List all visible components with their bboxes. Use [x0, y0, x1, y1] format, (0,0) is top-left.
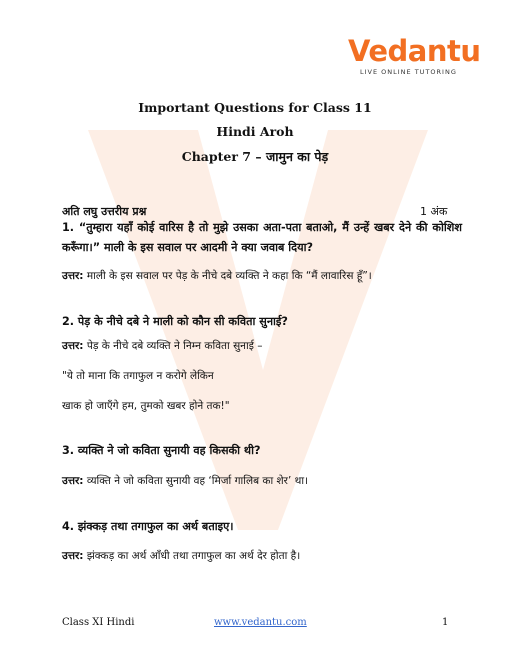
- doc-chapter: Chapter 7 – जामुन का पेड़: [181, 149, 329, 164]
- footer-website-link[interactable]: www.vedantu.com: [214, 617, 307, 628]
- answer-1: [62, 268, 462, 284]
- answer-text: झंक्कड़ का अर्थ आँधी तथा तगाफुल का अर्थ देर होता है।: [86, 550, 301, 562]
- answer-text: पेड़ के नीचे दबे व्यक्ति ने निम्न कविता सुनाई –: [86, 340, 263, 352]
- vedantu-logo: [348, 34, 481, 76]
- answer-label: उत्तर:: [62, 550, 84, 562]
- logo-wordmark: Vedantu: [348, 34, 481, 68]
- doc-subject: Hindi Aroh: [216, 124, 294, 139]
- answer-3: [62, 473, 462, 489]
- question-4: 4. झंक्कड़ तथा तगाफुल का अर्थ बताइए।: [62, 520, 234, 533]
- poem-line-1: "ये तो माना कि तगाफुल न करोगे लेकिन: [62, 370, 214, 382]
- doc-title: Important Questions for Class 11: [138, 100, 372, 115]
- footer-class-label: Class XI Hindi: [62, 617, 135, 628]
- answer-label: उत्तर:: [62, 270, 84, 282]
- answer-4: [62, 548, 462, 564]
- poem-line-2: खाक हो जाएँगे हम, तुमको खबर होने तक!": [62, 400, 230, 412]
- question-1: 1. “तुम्हारा यहाँ कोई वारिस है तो मुझे उसका अता-पता बताओ, मैं उन्हें खबर देने की कोशिश करूँगा।” माली के इस सवाल पर आदमी ने क्या जवाब दिया?: [62, 221, 462, 254]
- answer-label: उत्तर:: [62, 340, 84, 352]
- footer-page-number: 1: [442, 617, 449, 628]
- answer-2: [62, 338, 462, 354]
- answer-text: व्यक्ति ने जो कविता सुनायी वह ‘मिर्जा गालिब का शेर’ था।: [86, 475, 309, 487]
- question-2: 2. पेड़ के नीचे दबे ने माली को कौन सी कविता सुनाई?: [62, 315, 288, 328]
- question-3: 3. व्यक्ति ने जो कविता सुनायी वह किसकी थी?: [62, 444, 261, 457]
- logo-tagline: LIVE ONLINE TUTORING: [360, 68, 457, 76]
- answer-text: माली के इस सवाल पर पेड़ के नीचे दबे व्यक्ति ने कहा कि “मैं लावारिस हूँ”।: [86, 270, 372, 282]
- section-heading: अति लघु उत्तरीय प्रश्न: [62, 205, 147, 218]
- answer-label: उत्तर:: [62, 475, 84, 487]
- section-marks: 1 अंक: [420, 205, 448, 218]
